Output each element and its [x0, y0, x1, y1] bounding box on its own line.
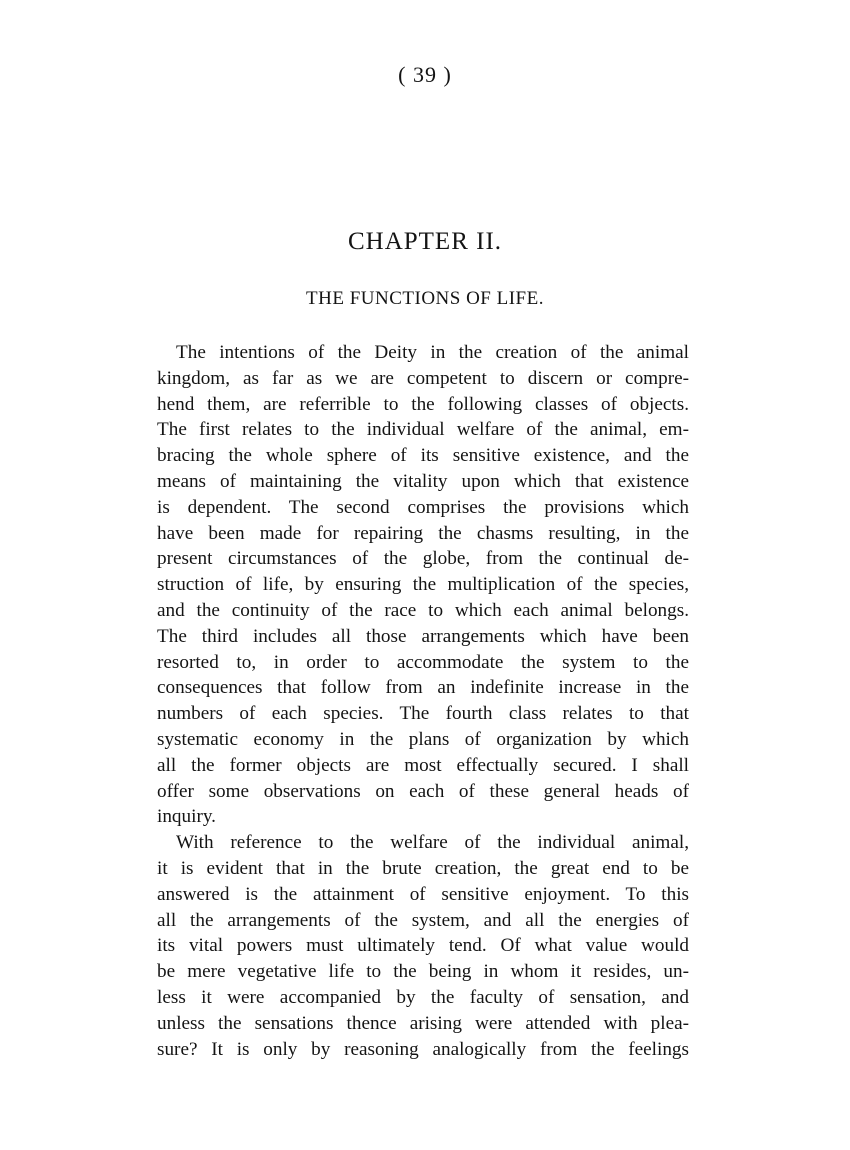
text-line: numbers of each species. The fourth class relates to that [157, 703, 689, 725]
text-line: less it were accompanied by the faculty of sensation, and [157, 986, 689, 1008]
text-line: offer some observations on each of these general heads of [157, 780, 689, 802]
text-line: answered is the attainment of sensitive enjoyment. To this [157, 883, 689, 905]
text-line: sure? It is only by reasoning analogically from the feelings [157, 1038, 689, 1060]
text-line: The first relates to the individual welfare of the animal, em- [157, 419, 689, 441]
text-line: all the former objects are most effectually secured. I shall [157, 754, 689, 776]
text-line: bracing the whole sphere of its sensitive existence, and the [157, 445, 689, 467]
text-line: inquiry. [157, 806, 216, 828]
text-line: present circumstances of the globe, from the continual de- [157, 548, 689, 570]
text-line: have been made for repairing the chasms resulting, in the [157, 522, 689, 544]
body-text [157, 340, 689, 1062]
section-title: THE FUNCTIONS OF LIFE. [306, 288, 544, 309]
text-line: consequences that follow from an indefinite increase in the [157, 677, 689, 699]
text-line: its vital powers must ultimately tend. Of what value would [157, 935, 689, 957]
paragraph-1 [157, 340, 689, 830]
chapter-title: CHAPTER II. [347, 228, 503, 255]
text-line: systematic economy in the plans of organization by which [157, 728, 689, 750]
text-line: resorted to, in order to accommodate the system to the [157, 651, 689, 673]
text-line: means of maintaining the vitality upon which that existence [157, 470, 689, 492]
text-line: be mere vegetative life to the being in whom it resides, un- [157, 961, 689, 983]
text-line: The intentions of the Deity in the creation of the animal [176, 342, 689, 363]
text-line: it is evident that in the brute creation, the great end to be [157, 857, 689, 879]
text-line: kingdom, as far as we are competent to discern or compre- [157, 367, 689, 389]
text-line: is dependent. The second comprises the provisions which [157, 496, 689, 518]
text-line: struction of life, by ensuring the multiplication of the species, [157, 574, 689, 596]
text-line: and the continuity of the race to which each animal belongs. [157, 599, 689, 621]
text-line: all the arrangements of the system, and all the energies of [157, 909, 689, 931]
text-line: The third includes all those arrangements which have been [157, 625, 689, 647]
text-line: hend them, are referrible to the following classes of objects. [157, 393, 689, 415]
text-line: With reference to the welfare of the individual animal, [176, 832, 689, 854]
page-number: ( 39 ) [398, 62, 452, 87]
text-line: unless the sensations thence arising were attended with plea- [157, 1012, 689, 1034]
paragraph-2 [157, 830, 689, 1062]
